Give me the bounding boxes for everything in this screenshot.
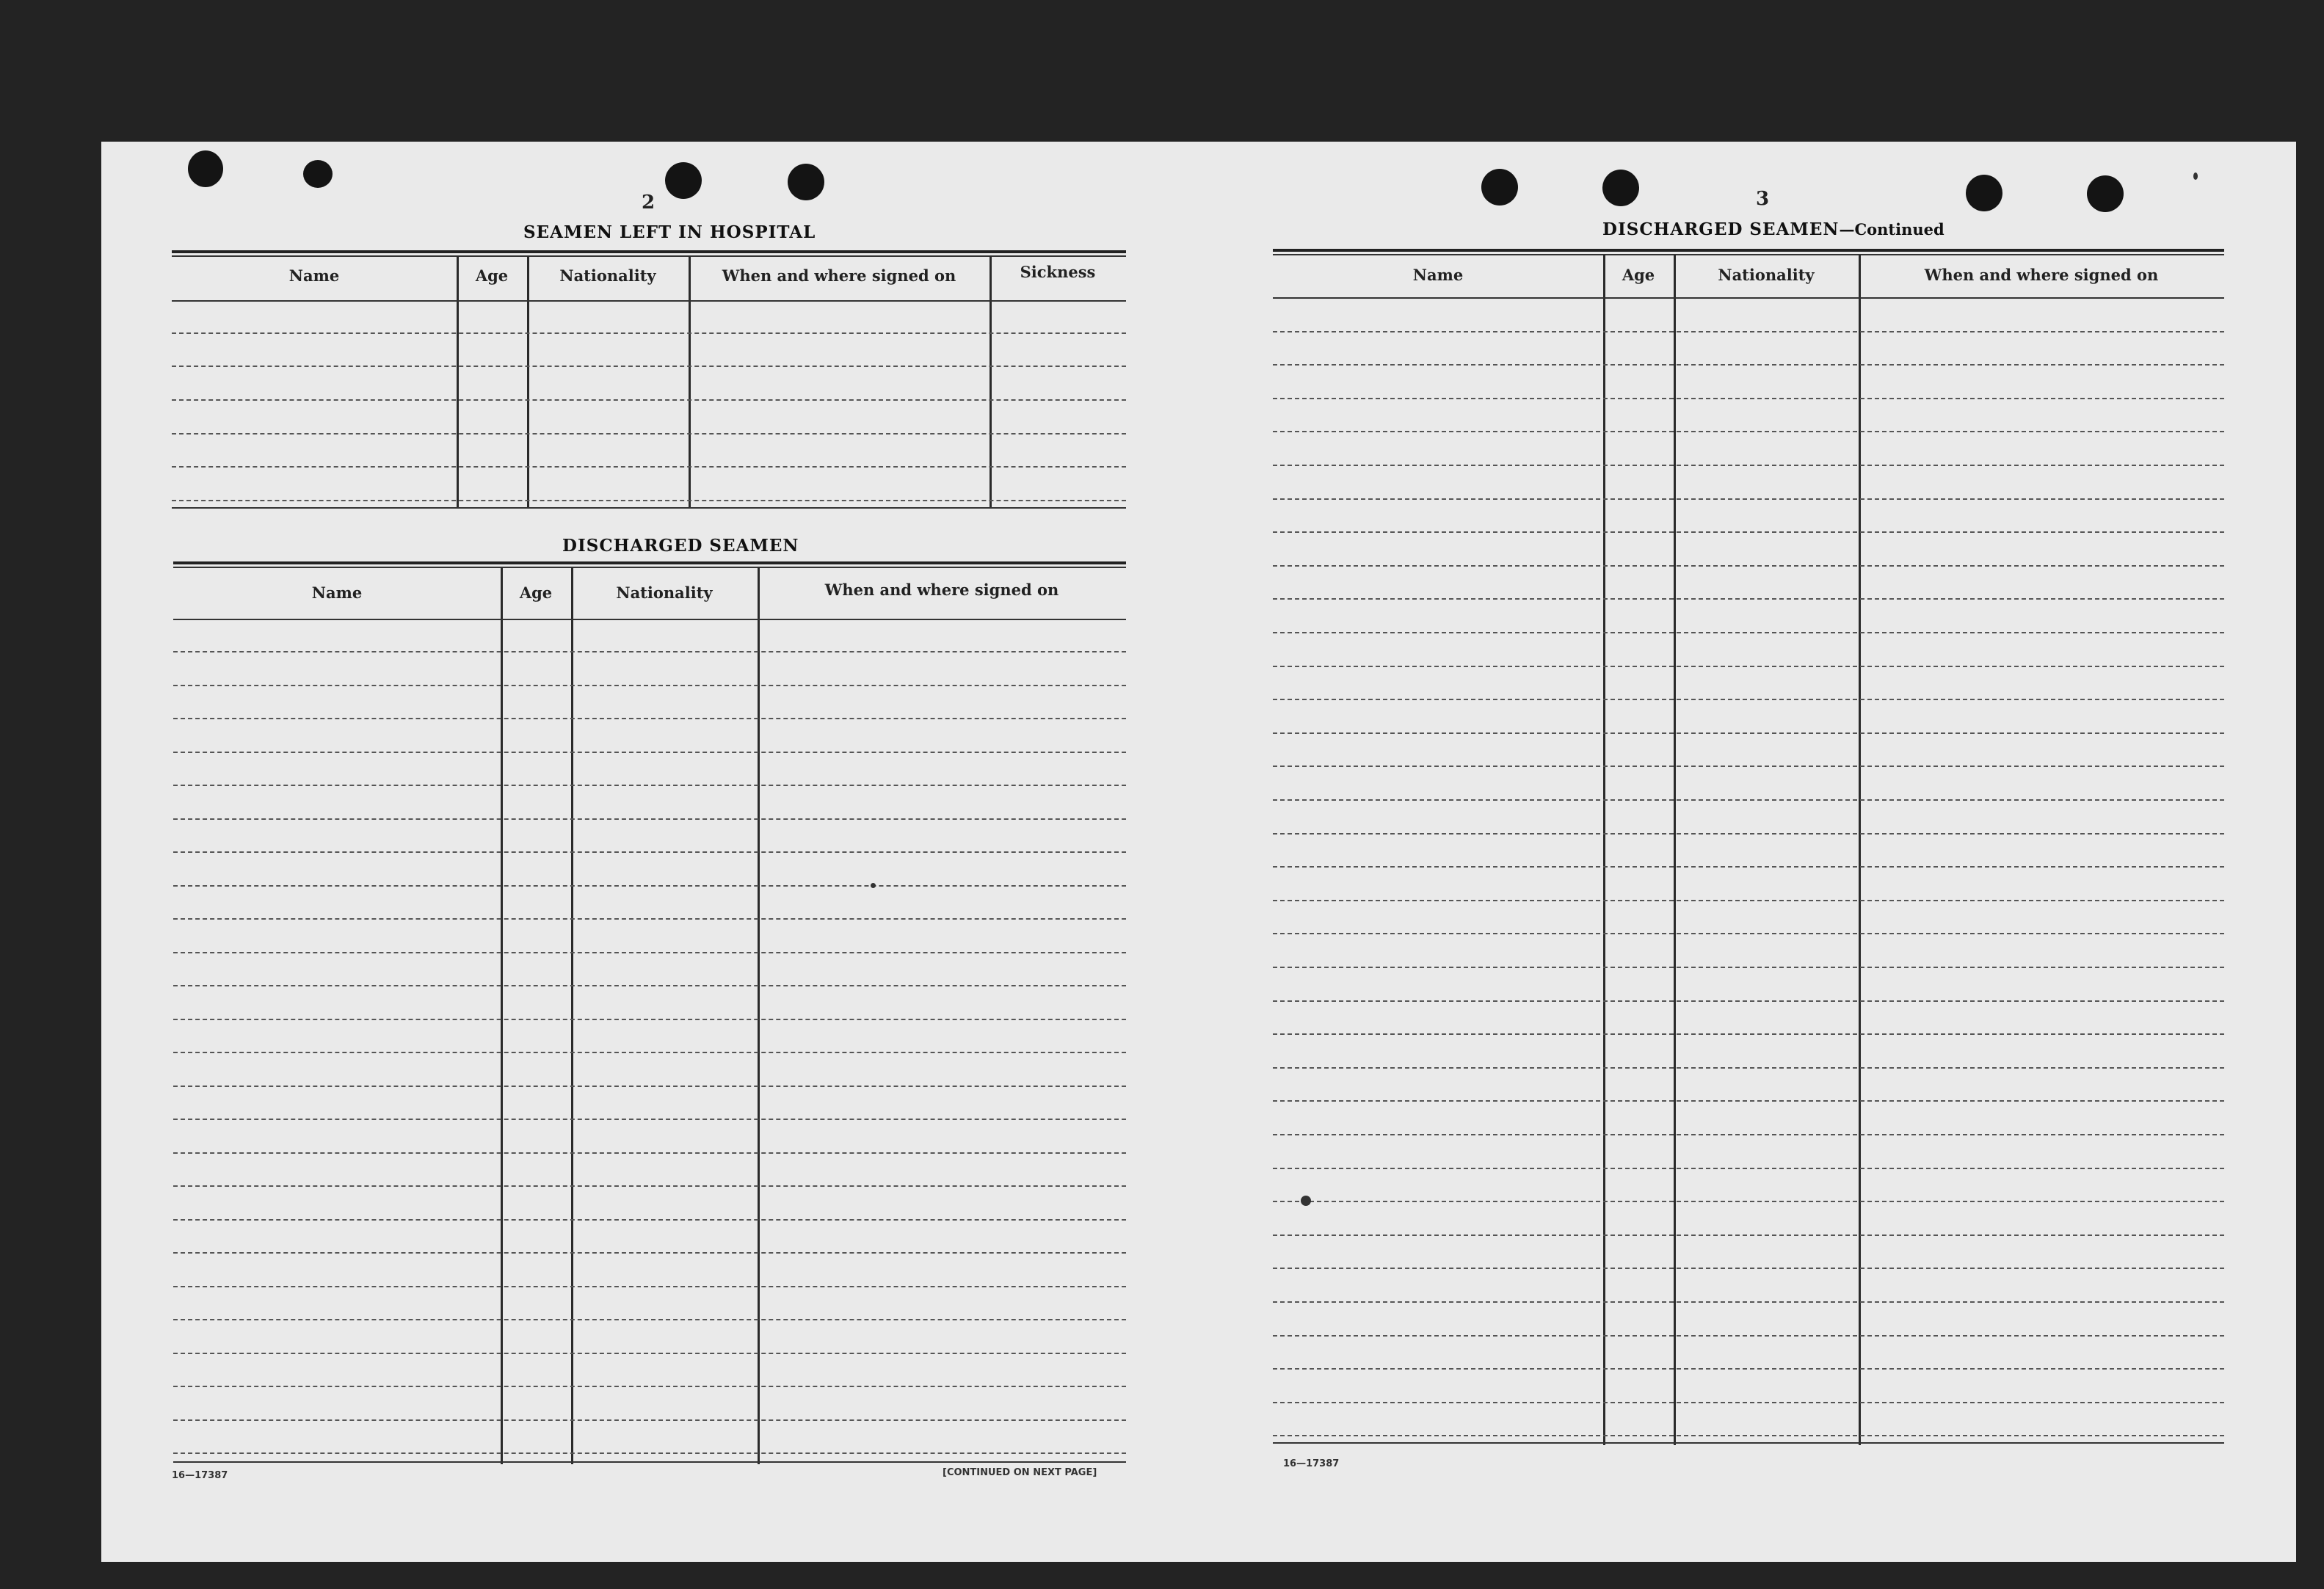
punch-hole bbox=[2087, 175, 2124, 212]
column-header-signed-on: When and where signed on bbox=[1924, 266, 2159, 284]
ledger-sheet bbox=[101, 142, 2296, 1562]
discharged-table bbox=[173, 561, 1126, 1464]
hospital-table bbox=[172, 250, 1126, 514]
column-header-nationality: Nationality bbox=[616, 583, 713, 602]
discharged-section-title: DISCHARGED SEAMEN bbox=[562, 536, 799, 556]
column-header-name: Name bbox=[288, 266, 340, 285]
torn-corner-mark bbox=[303, 160, 333, 188]
column-header-age: Age bbox=[519, 583, 553, 602]
column-header-sickness: Sickness bbox=[1020, 263, 1096, 281]
ink-speck bbox=[871, 883, 876, 888]
punch-hole bbox=[1602, 170, 1639, 206]
title-main: DISCHARGED SEAMEN bbox=[1602, 219, 1840, 239]
discharged-continued-title bbox=[1602, 219, 1944, 239]
column-header-nationality: Nationality bbox=[559, 266, 656, 285]
column-header-age: Age bbox=[475, 266, 509, 285]
ink-speck bbox=[1301, 1196, 1311, 1206]
title-continued: —Continued bbox=[1839, 220, 1944, 239]
punch-hole bbox=[1481, 169, 1518, 206]
hospital-section-title: SEAMEN LEFT IN HOSPITAL bbox=[523, 222, 816, 242]
column-header-signed-on: When and where signed on bbox=[824, 581, 1059, 599]
punch-hole bbox=[788, 164, 824, 200]
punch-hole bbox=[665, 162, 702, 199]
form-number-left: 16—17387 bbox=[172, 1470, 228, 1481]
continued-note: [CONTINUED ON NEXT PAGE] bbox=[943, 1467, 1097, 1478]
column-header-signed-on: When and where signed on bbox=[722, 266, 956, 285]
column-header-name: Name bbox=[1412, 266, 1464, 284]
torn-corner-mark bbox=[188, 150, 223, 187]
discharged-continued-table bbox=[1273, 249, 2224, 1449]
page-number-right: 3 bbox=[1756, 188, 1770, 210]
ink-speck bbox=[2193, 172, 2198, 180]
column-header-age: Age bbox=[1622, 266, 1655, 284]
column-header-name: Name bbox=[311, 583, 363, 602]
form-number-right: 16—17387 bbox=[1283, 1458, 1340, 1469]
column-header-nationality: Nationality bbox=[1718, 266, 1815, 284]
page-number-left: 2 bbox=[642, 192, 656, 214]
punch-hole bbox=[1966, 175, 2002, 211]
